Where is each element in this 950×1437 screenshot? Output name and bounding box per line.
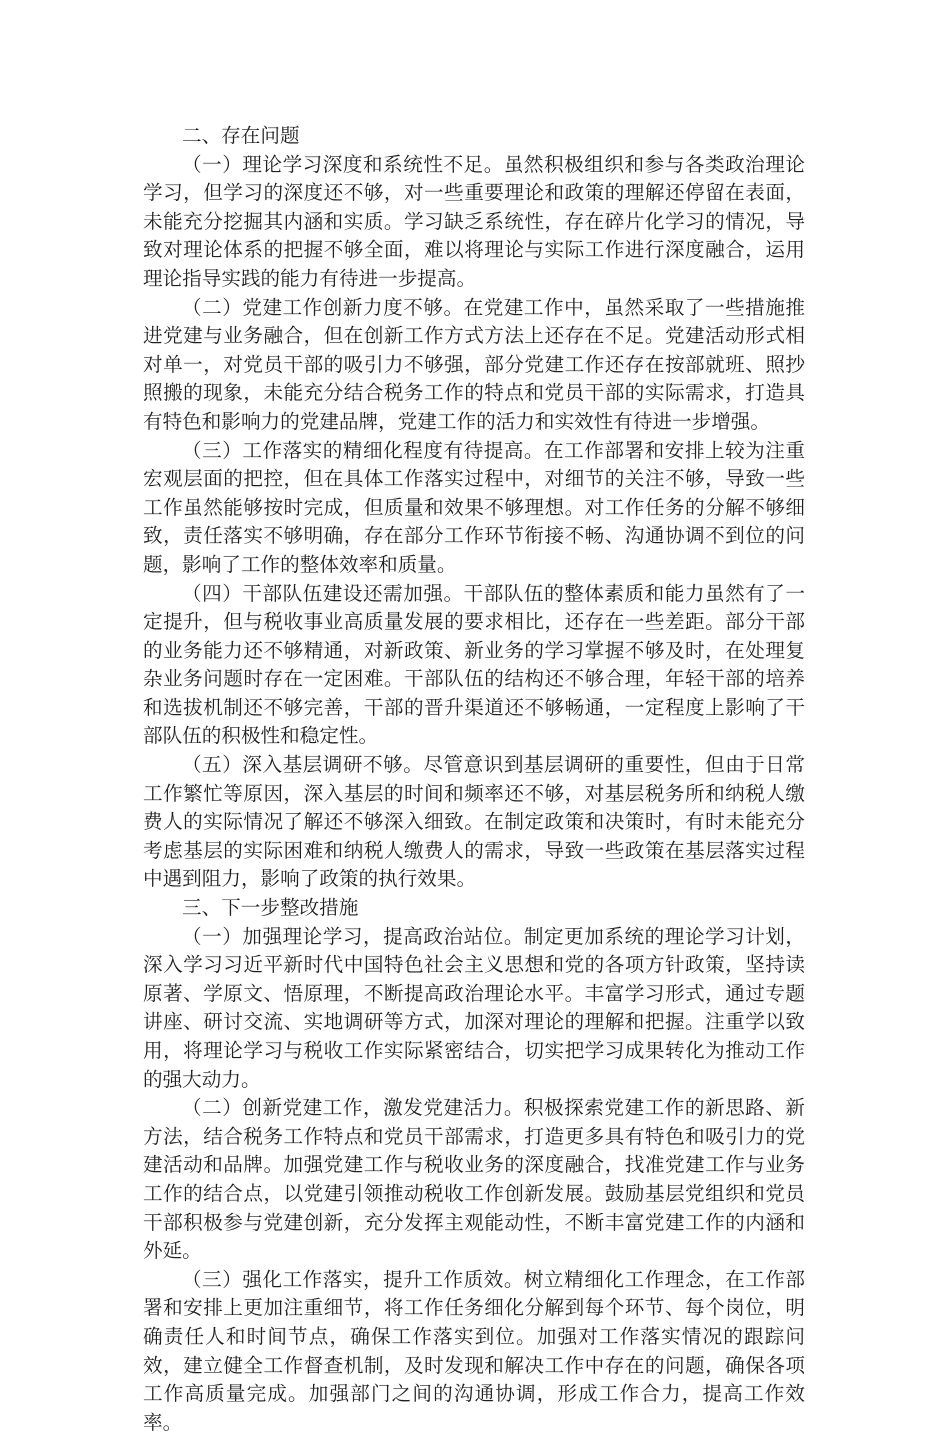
paragraph-strengthen-implementation: （三）强化工作落实，提升工作质效。树立精细化工作理念，在工作部署和安排上更加注重细节，将工作任务细化分解到每个环节、每个岗位，明确责任人和时间节点，确保工作落实到位。加强对工作落实情况的跟踪问效，建立健全工作督查机制，及时发现和解决工作中存在的问题，确保各项工作高质量完成。加强部门之间的沟通协调，形成工作合力，提高工作效率。 [143,1267,805,1434]
section-heading-problems: 二、存在问题 [182,124,300,147]
paragraph-strengthen-theory: （一）加强理论学习，提高政治站位。制定更加系统的理论学习计划，深入学习习近平新时代中国特色社会主义思想和党的各项方针政策，坚持读原著、学原文、悟原理，不断提高政治理论水平。丰富学习形式，通过专题讲座、研讨交流、实地调研等方式，加深对理论的理解和把握。注重学以致用，将理论学习与税收工作实际紧密结合，切实把学习成果转化为推动工作的强大动力。 [143,924,805,1091]
document-page [143,122,805,1437]
paragraph-theory-study: （一）理论学习深度和系统性不足。虽然积极组织和参与各类政治理论学习，但学习的深度还不够，对一些重要理论和政策的理解还停留在表面，未能充分挖掘其内涵和实质。学习缺乏系统性，存在碎片化学习的情况，导致对理论体系的把握不够全面，难以将理论与实际工作进行深度融合，运用理论指导实践的能力有待进一步提高。 [143,152,805,290]
paragraph-party-building-innovation: （二）党建工作创新力度不够。在党建工作中，虽然采取了一些措施推进党建与业务融合，但在创新工作方式方法上还存在不足。党建活动形式相对单一，对党员干部的吸引力不够强，部分党建工作还存在按部就班、照抄照搬的现象，未能充分结合税务工作的特点和党员干部的实际需求，打造具有特色和影响力的党建品牌，党建工作的活力和实效性有待进一步增强。 [143,295,805,433]
paragraph-innovate-party-building: （二）创新党建工作，激发党建活力。积极探索党建工作的新思路、新方法，结合税务工作特点和党员干部需求，打造更多具有特色和吸引力的党建活动和品牌。加强党建工作与税收业务的深度融合，找准党建工作与业务工作的结合点，以党建引领推动税收工作创新发展。鼓励基层党组织和党员干部积极参与党建创新，充分发挥主观能动性，不断丰富党建工作的内涵和外延。 [143,1096,805,1263]
paragraph-grassroots-research: （五）深入基层调研不够。尽管意识到基层调研的重要性，但由于日常工作繁忙等原因，深入基层的时间和频率还不够，对基层税务所和纳税人缴费人的实际情况了解还不够深入细致。在制定政策和决策时，有时未能充分考虑基层的实际困难和纳税人缴费人的需求，导致一些政策在基层落实过程中遇到阻力，影响了政策的执行效果。 [143,753,805,891]
paragraph-cadre-team: （四）干部队伍建设还需加强。干部队伍的整体素质和能力虽然有了一定提升，但与税收事业高质量发展的要求相比，还存在一些差距。部分干部的业务能力还不够精通，对新政策、新业务的学习掌握不够及时，在处理复杂业务问题时存在一定困难。干部队伍的结构还不够合理，年轻干部的培养和选拔机制还不够完善，干部的晋升渠道还不够畅通，一定程度上影响了干部队伍的积极性和稳定性。 [143,581,805,748]
section-heading-rectification: 三、下一步整改措施 [182,896,359,920]
paragraph-work-refinement: （三）工作落实的精细化程度有待提高。在工作部署和安排上较为注重宏观层面的把控，但在具体工作落实过程中，对细节的关注不够，导致一些工作虽然能够按时完成，但质量和效果不够理想。对工作任务的分解不够细致，责任落实不够明确，存在部分工作环节衔接不畅、沟通协调不到位的问题，影响了工作的整体效率和质量。 [143,438,805,576]
